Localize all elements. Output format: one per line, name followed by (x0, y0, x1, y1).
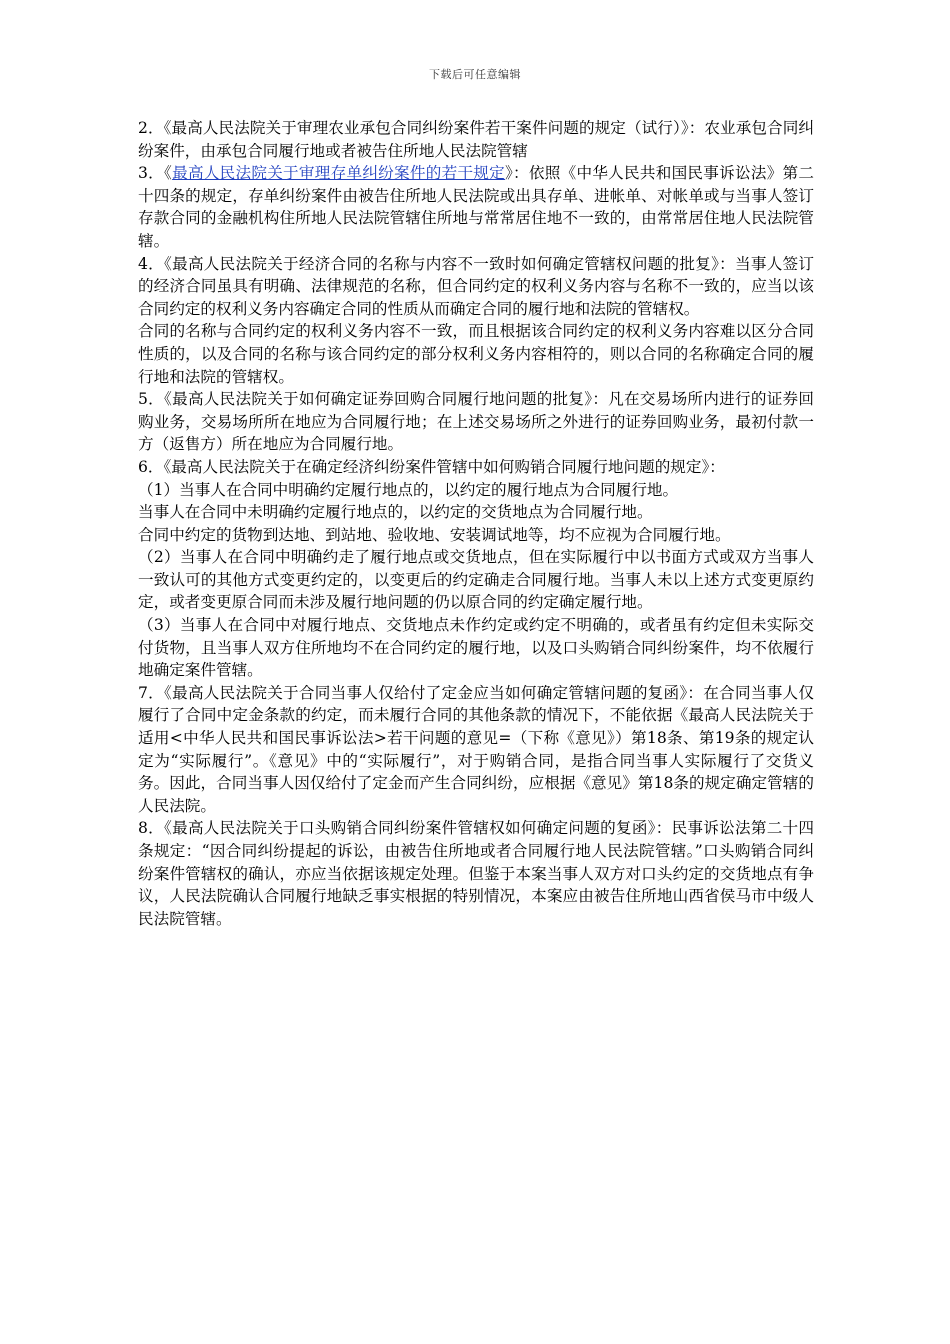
paragraph-item-6-1-b: 当事人在合同中未明确约定履行地点的，以约定的交货地点为合同履行地。 (138, 503, 653, 522)
paragraph-item-6-2: （2）当事人在合同中明确约走了履行地点或交货地点，但在实际履行中以书面方式或双方当事人一致认可的其他方式变更约定的，以变更后的约定确走合同履行地。当事人未以上述方式变更原约定，或者变更原合同而未涉及履行地问题的仍以原合同的约定确定履行地。 (138, 548, 814, 612)
paragraph-item-2: 2．《最高人民法院关于审理农业承包合同纠纷案件若干案件问题的规定（试行）》：农业承包合同纠纷案件，由承包合同履行地或者被告住所地人民法院管辖 (138, 119, 814, 160)
paragraph-item-6: 6．《最高人民法院关于在确定经济纠纷案件管辖中如何购销合同履行地问题的规定》： (138, 457, 725, 476)
paragraph-item-3 (138, 162, 814, 252)
regulation-link[interactable]: 最高人民法院关于审理存单纠纷案件的若干规定 (172, 164, 505, 183)
paragraph-item-5: 5．《最高人民法院关于如何确定证券回购合同履行地问题的批复》：凡在交易场所内进行的证券回购业务，交易场所所在地应为合同履行地；在上述交易场所之外进行的证券回购业务，最初付款一方（返售方）所在地应为合同履行地。 (138, 390, 814, 454)
paragraph-item-6-3: （3）当事人在合同中对履行地点、交货地点未作约定或约定不明确的，或者虽有约定但未实际交付货物，且当事人双方住所地均不在合同约定的履行地，以及口头购销合同纠纷案件，均不依履行地确定案件管辖。 (138, 616, 814, 680)
page-header: 下载后可任意编辑 (429, 68, 521, 81)
paragraph-item-4-cont: 合同的名称与合同约定的权利义务内容不一致，而且根据该合同约定的权利义务内容难以区分合同性质的，以及合同的名称与该合同约定的部分权利义务内容相符的，则以合同的名称确定合同的履行地和法院的管辖权。 (138, 322, 814, 386)
paragraph-suffix: 》：依照《中华人民共和国民事诉讼法》第二十四条的规定，存单纠纷案件由被告住所地人民法院或出具存单、进帐单、对帐单或与当事人签订存款合同的金融机构住所地人民法院管辖住所地与常常居住地不一致的，由常常居住地人民法院管辖。 (138, 164, 814, 250)
paragraph-prefix: 3．《 (138, 164, 173, 183)
paragraph-item-6-1-c: 合同中约定的货物到达地、到站地、验收地、安装调试地等，均不应视为合同履行地。 (138, 525, 731, 544)
paragraph-item-6-1: （1）当事人在合同中明确约定履行地点的，以约定的履行地点为合同履行地。 (138, 480, 679, 499)
paragraph-item-4: 4．《最高人民法院关于经济合同的名称与内容不一致时如何确定管辖权问题的批复》：当事人签订的经济合同虽具有明确、法律规范的名称，但合同约定的权利义务内容与名称不一致的，应当以该合同约定的权利义务内容确定合同的性质从而确定合同的履行地和法院的管辖权。 (138, 254, 814, 318)
document-body (138, 117, 814, 930)
paragraph-item-8: 8．《最高人民法院关于口头购销合同纠纷案件管辖权如何确定问题的复函》：民事诉讼法第二十四条规定：“因合同纠纷提起的诉讼，由被告住所地或者合同履行地人民法院管辖。”口头购销合同纠纷案件管辖权的确认，亦应当依据该规定处理。但鉴于本案当事人双方对口头约定的交货地点有争议，人民法院确认合同履行地缺乏事实根据的特别情况，本案应由被告住所地山西省侯马市中级人民法院管辖。 (138, 819, 814, 928)
paragraph-item-7: 7．《最高人民法院关于合同当事人仅给付了定金应当如何确定管辖问题的复函》：在合同当事人仅履行了合同中定金条款的约定，而未履行合同的其他条款的情况下，不能依据《最高人民法院关于适用<中华人民共和国民事诉讼法>若干问题的意见=（下称《意见》）第18条、第19条的规定认定为“实际履行”。《意见》中的“实际履行”，对于购销合同，是指合同当事人实际履行了交货义务。因此，合同当事人因仅给付了定金而产生合同纠纷，应根据《意见》第18条的规定确定管辖的人民法院。 (138, 683, 814, 815)
